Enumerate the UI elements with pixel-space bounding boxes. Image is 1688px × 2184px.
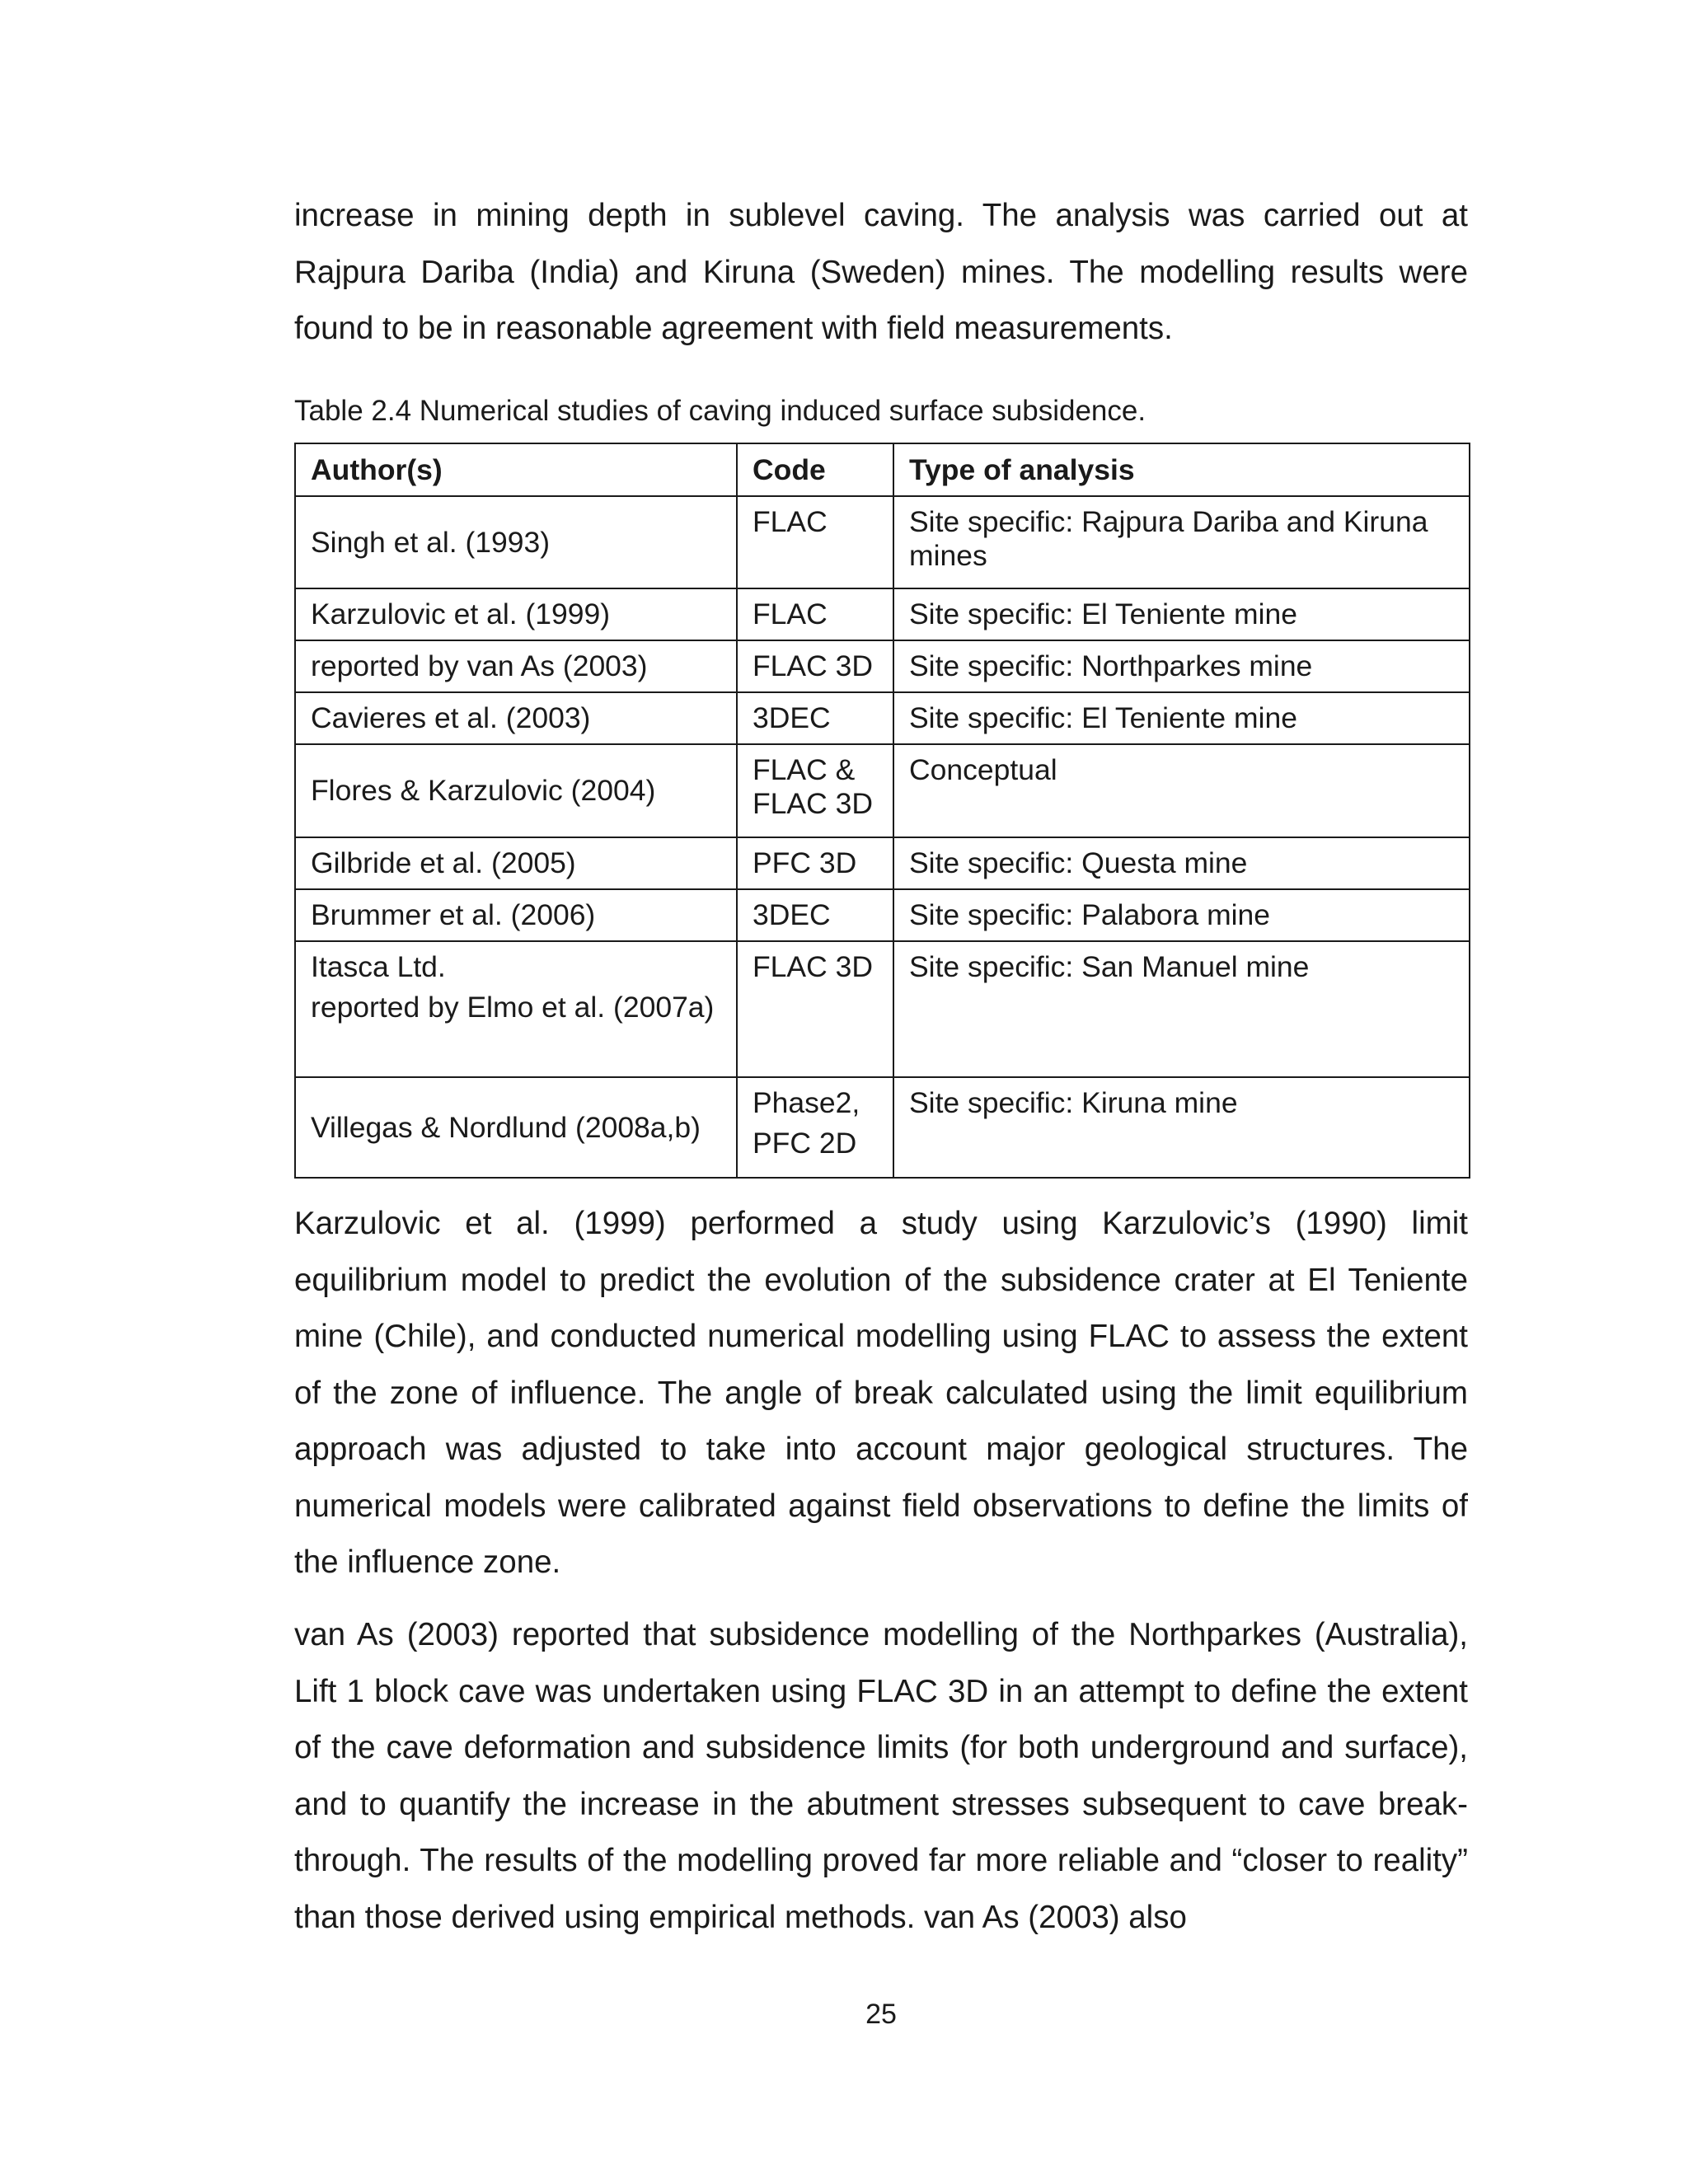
code-line: FLAC & xyxy=(753,753,856,786)
cell-code xyxy=(737,744,893,837)
cell-code: 3DEC xyxy=(737,889,893,941)
cell-type: Site specific: Questa mine xyxy=(893,837,1470,889)
page-number: 25 xyxy=(865,1999,897,2030)
cell-author: reported by van As (2003) xyxy=(295,640,737,692)
code-line: FLAC 3D xyxy=(753,787,873,820)
cell-code: FLAC xyxy=(737,588,893,640)
table-row xyxy=(295,588,1470,640)
cell-code: PFC 3D xyxy=(737,837,893,889)
author-line: reported by Elmo et al. (2007a) xyxy=(311,991,715,1024)
cell-code: 3DEC xyxy=(737,692,893,744)
table-header-row xyxy=(295,443,1470,496)
numerical-studies-table xyxy=(294,443,1470,1179)
cell-author: Singh et al. (1993) xyxy=(295,496,737,588)
cell-author: Villegas & Nordlund (2008a,b) xyxy=(295,1077,737,1178)
cell-author: Cavieres et al. (2003) xyxy=(295,692,737,744)
paragraph-karzulovic: Karzulovic et al. (1999) performed a study using Karzulovic’s (1990) limit equilibrium model to predict the evolution of the subsidence crater at El Teniente mine (Chile), and conducted numerical modelling using FLAC to assess the extent of the zone of influence. The angle of break calculated using the limit equilibrium approach was adjusted to take into account major geological structures. The numerical models were calibrated against field observations to define the limits of the influence zone. xyxy=(294,1206,1468,1580)
table-row xyxy=(295,837,1470,889)
cell-code: FLAC 3D xyxy=(737,941,893,1077)
header-code: Code xyxy=(737,443,893,496)
cell-type: Site specific: El Teniente mine xyxy=(893,692,1470,744)
table-row xyxy=(295,941,1470,1077)
cell-type: Site specific: Northparkes mine xyxy=(893,640,1470,692)
header-type: Type of analysis xyxy=(893,443,1470,496)
cell-author: Gilbride et al. (2005) xyxy=(295,837,737,889)
table-row xyxy=(295,889,1470,941)
cell-code xyxy=(737,1077,893,1178)
cell-code: FLAC xyxy=(737,496,893,588)
paragraph-intro: increase in mining depth in sublevel caving. The analysis was carried out at Rajpura Dariba (India) and Kiruna (Sweden) mines. The modelling results were found to be in reasonable agreement with field measurements. xyxy=(294,198,1468,346)
cell-type: Conceptual xyxy=(893,744,1470,837)
cell-type: Site specific: Palabora mine xyxy=(893,889,1470,941)
author-line: Itasca Ltd. xyxy=(311,950,446,983)
cell-author: Brummer et al. (2006) xyxy=(295,889,737,941)
cell-author xyxy=(295,941,737,1077)
cell-type: Site specific: Rajpura Dariba and Kiruna mines xyxy=(893,496,1470,588)
code-line: Phase2, xyxy=(753,1086,860,1119)
cell-type: Site specific: El Teniente mine xyxy=(893,588,1470,640)
table-row xyxy=(295,496,1470,588)
paragraph-van-as: van As (2003) reported that subsidence modelling of the Northparkes (Australia), Lift 1 block cave was undertaken using FLAC 3D in an attempt to define the extent of the cave deformation and subsidence limits (for both underground and surface), and to quantify the increase in the abutment stresses subsequent to cave break-through. The results of the modelling proved far more reliable and “closer to reality” than those derived using empirical methods. van As (2003) also xyxy=(294,1617,1468,1935)
cell-type: Site specific: Kiruna mine xyxy=(893,1077,1470,1178)
code-line: PFC 2D xyxy=(753,1127,857,1160)
cell-author: Karzulovic et al. (1999) xyxy=(295,588,737,640)
table-caption: Table 2.4 Numerical studies of caving induced surface subsidence. xyxy=(294,395,1146,427)
cell-code: FLAC 3D xyxy=(737,640,893,692)
cell-author: Flores & Karzulovic (2004) xyxy=(295,744,737,837)
table-row xyxy=(295,1077,1470,1178)
table-row xyxy=(295,744,1470,837)
table-row xyxy=(295,692,1470,744)
table-row xyxy=(295,640,1470,692)
header-authors: Author(s) xyxy=(295,443,737,496)
cell-type: Site specific: San Manuel mine xyxy=(893,941,1470,1077)
